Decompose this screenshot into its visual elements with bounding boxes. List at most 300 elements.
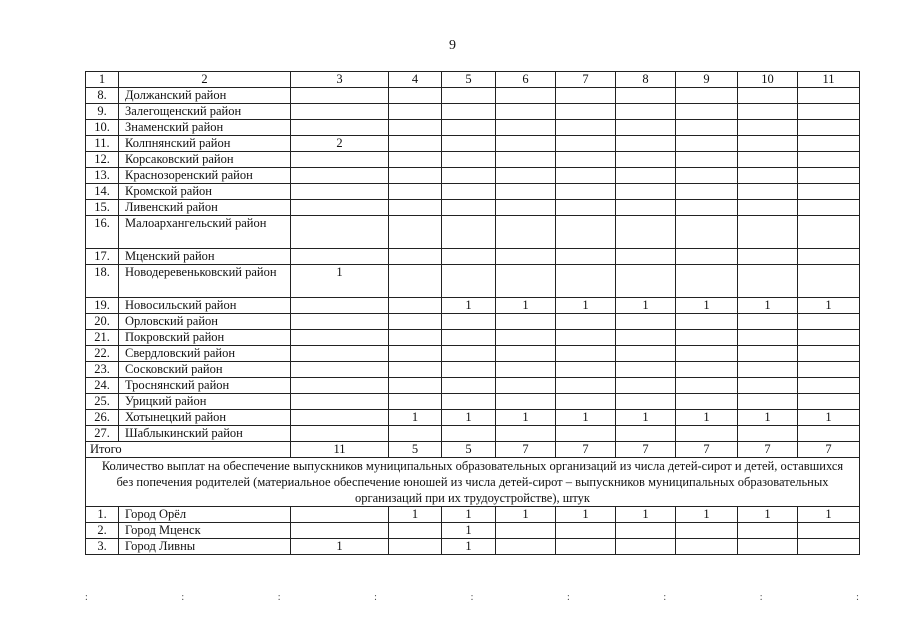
row-value: 1 <box>389 410 442 426</box>
row-value <box>496 314 556 330</box>
row-value <box>738 249 798 265</box>
row-value <box>738 394 798 410</box>
row-value <box>616 88 676 104</box>
row-value <box>616 314 676 330</box>
table-row <box>86 426 860 442</box>
row-value: 1 <box>556 410 616 426</box>
row-number: 11. <box>86 136 119 152</box>
row-name: Знаменский район <box>119 120 291 136</box>
row-value: 1 <box>616 410 676 426</box>
row-value <box>496 426 556 442</box>
row-value <box>291 88 389 104</box>
row-name: Малоархангельский район <box>119 216 291 249</box>
row-value <box>616 330 676 346</box>
table-row <box>86 314 860 330</box>
row-value <box>676 330 738 346</box>
row-value <box>496 152 556 168</box>
row-value <box>798 378 860 394</box>
row-value <box>616 265 676 298</box>
row-value <box>389 394 442 410</box>
row-value <box>616 523 676 539</box>
row-value <box>442 136 496 152</box>
row-value <box>738 346 798 362</box>
row-value <box>738 104 798 120</box>
row-value: 1 <box>798 298 860 314</box>
row-number: 27. <box>86 426 119 442</box>
column-header: 1 <box>86 72 119 88</box>
table-row <box>86 378 860 394</box>
row-value: 1 <box>738 410 798 426</box>
row-name: Новосильский район <box>119 298 291 314</box>
row-number: 8. <box>86 88 119 104</box>
row-value <box>798 346 860 362</box>
row-name: Ливенский район <box>119 200 291 216</box>
row-number: 20. <box>86 314 119 330</box>
row-value <box>556 265 616 298</box>
row-value: 1 <box>676 410 738 426</box>
row-value <box>389 330 442 346</box>
row-value <box>798 104 860 120</box>
row-name: Город Орёл <box>119 507 291 523</box>
row-value <box>496 88 556 104</box>
row-value <box>389 426 442 442</box>
total-value: 7 <box>798 442 860 458</box>
row-value <box>676 88 738 104</box>
row-value: 1 <box>798 410 860 426</box>
column-header: 3 <box>291 72 389 88</box>
row-value <box>291 426 389 442</box>
row-value <box>798 426 860 442</box>
table-row <box>86 523 860 539</box>
footer-mark: : <box>181 592 185 603</box>
row-value <box>389 200 442 216</box>
row-number: 18. <box>86 265 119 298</box>
row-value <box>496 330 556 346</box>
row-value <box>389 120 442 136</box>
row-value <box>291 314 389 330</box>
row-value <box>442 330 496 346</box>
row-value <box>616 104 676 120</box>
row-value <box>556 523 616 539</box>
row-value <box>389 539 442 555</box>
row-value: 1 <box>291 539 389 555</box>
row-value <box>616 539 676 555</box>
table-row <box>86 168 860 184</box>
row-value <box>798 200 860 216</box>
row-value <box>616 378 676 394</box>
table-row <box>86 394 860 410</box>
row-name: Кромской район <box>119 184 291 200</box>
section-note-row <box>86 458 860 507</box>
row-value <box>616 184 676 200</box>
row-number: 13. <box>86 168 119 184</box>
row-value: 1 <box>676 507 738 523</box>
row-value <box>738 314 798 330</box>
row-value <box>556 330 616 346</box>
row-value <box>556 152 616 168</box>
row-value <box>676 120 738 136</box>
row-value <box>798 394 860 410</box>
row-value <box>556 168 616 184</box>
column-header: 4 <box>389 72 442 88</box>
row-value <box>291 200 389 216</box>
row-value <box>496 200 556 216</box>
row-value: 1 <box>738 507 798 523</box>
row-value <box>442 200 496 216</box>
row-value: 1 <box>738 298 798 314</box>
row-value <box>442 152 496 168</box>
row-number: 15. <box>86 200 119 216</box>
total-value: 5 <box>442 442 496 458</box>
footer-mark: : <box>470 592 474 603</box>
table-row <box>86 216 860 249</box>
table-row <box>86 410 860 426</box>
row-value <box>676 168 738 184</box>
row-value <box>798 523 860 539</box>
row-value <box>676 523 738 539</box>
row-number: 10. <box>86 120 119 136</box>
row-value <box>291 507 389 523</box>
row-value <box>389 184 442 200</box>
footer-marks <box>85 592 859 603</box>
row-name: Новодеревеньковский район <box>119 265 291 298</box>
table-row <box>86 88 860 104</box>
total-row <box>86 442 860 458</box>
row-value <box>738 523 798 539</box>
row-value <box>798 539 860 555</box>
row-value: 1 <box>291 265 389 298</box>
row-name: Орловский район <box>119 314 291 330</box>
row-value <box>556 200 616 216</box>
row-number: 16. <box>86 216 119 249</box>
row-value <box>616 346 676 362</box>
total-value: 11 <box>291 442 389 458</box>
row-value <box>442 378 496 394</box>
row-name: Свердловский район <box>119 346 291 362</box>
row-number: 14. <box>86 184 119 200</box>
row-value: 2 <box>291 136 389 152</box>
row-name: Троснянский район <box>119 378 291 394</box>
total-label: Итого <box>86 442 291 458</box>
row-value <box>291 346 389 362</box>
table-row <box>86 249 860 265</box>
row-value <box>676 216 738 249</box>
total-value: 7 <box>738 442 798 458</box>
row-value <box>556 362 616 378</box>
row-value <box>616 168 676 184</box>
table-row <box>86 200 860 216</box>
column-header: 8 <box>616 72 676 88</box>
row-name: Мценский район <box>119 249 291 265</box>
row-value <box>556 426 616 442</box>
row-value <box>496 184 556 200</box>
row-value <box>389 362 442 378</box>
row-value <box>389 249 442 265</box>
row-value <box>389 265 442 298</box>
row-number: 19. <box>86 298 119 314</box>
table-row <box>86 104 860 120</box>
row-value <box>738 200 798 216</box>
footer-mark: : <box>374 592 377 603</box>
row-value <box>798 330 860 346</box>
total-value: 5 <box>389 442 442 458</box>
row-value <box>291 120 389 136</box>
row-value <box>442 314 496 330</box>
table-row <box>86 120 860 136</box>
row-value <box>738 265 798 298</box>
row-value <box>496 265 556 298</box>
row-value <box>676 378 738 394</box>
row-value <box>556 88 616 104</box>
row-value <box>442 184 496 200</box>
row-value <box>676 346 738 362</box>
row-value <box>442 88 496 104</box>
column-header: 2 <box>119 72 291 88</box>
row-value <box>798 88 860 104</box>
total-value: 7 <box>616 442 676 458</box>
row-value <box>556 249 616 265</box>
row-value <box>496 394 556 410</box>
row-value <box>556 539 616 555</box>
row-value <box>291 168 389 184</box>
row-name: Сосковский район <box>119 362 291 378</box>
row-value <box>798 168 860 184</box>
row-value <box>389 523 442 539</box>
row-value <box>496 136 556 152</box>
row-value <box>738 378 798 394</box>
table-row <box>86 507 860 523</box>
row-value <box>291 362 389 378</box>
row-value <box>738 88 798 104</box>
row-value <box>616 152 676 168</box>
row-value <box>676 200 738 216</box>
row-value <box>616 200 676 216</box>
row-name: Колпнянский район <box>119 136 291 152</box>
row-value <box>496 523 556 539</box>
row-value <box>676 249 738 265</box>
total-value: 7 <box>556 442 616 458</box>
row-value <box>389 136 442 152</box>
row-number: 12. <box>86 152 119 168</box>
table-row <box>86 298 860 314</box>
row-value <box>616 136 676 152</box>
row-value <box>442 216 496 249</box>
row-value <box>442 265 496 298</box>
row-value <box>496 539 556 555</box>
row-value <box>798 216 860 249</box>
row-value <box>676 152 738 168</box>
row-name: Должанский район <box>119 88 291 104</box>
row-value: 1 <box>616 298 676 314</box>
row-value <box>291 184 389 200</box>
row-value: 1 <box>442 523 496 539</box>
row-value <box>389 346 442 362</box>
row-value: 1 <box>556 507 616 523</box>
row-value: 1 <box>496 507 556 523</box>
row-value <box>291 410 389 426</box>
row-value <box>291 216 389 249</box>
row-name: Корсаковский район <box>119 152 291 168</box>
row-value <box>556 136 616 152</box>
column-header: 11 <box>798 72 860 88</box>
row-name: Хотынецкий район <box>119 410 291 426</box>
row-number: 17. <box>86 249 119 265</box>
row-number: 25. <box>86 394 119 410</box>
table-row <box>86 184 860 200</box>
row-name: Краснозоренский район <box>119 168 291 184</box>
row-value <box>291 330 389 346</box>
row-value <box>798 362 860 378</box>
row-name: Урицкий район <box>119 394 291 410</box>
table-row <box>86 539 860 555</box>
row-value <box>738 120 798 136</box>
row-value <box>291 249 389 265</box>
row-value <box>496 120 556 136</box>
row-number: 24. <box>86 378 119 394</box>
row-value <box>389 152 442 168</box>
total-value: 7 <box>496 442 556 458</box>
row-value <box>556 184 616 200</box>
row-value <box>616 394 676 410</box>
row-value <box>389 104 442 120</box>
row-value <box>442 394 496 410</box>
row-value <box>798 120 860 136</box>
row-name: Залегощенский район <box>119 104 291 120</box>
row-value: 1 <box>556 298 616 314</box>
row-number: 1. <box>86 507 119 523</box>
row-value <box>496 249 556 265</box>
row-value <box>389 378 442 394</box>
row-value <box>442 249 496 265</box>
row-value <box>798 184 860 200</box>
row-value <box>496 104 556 120</box>
row-value <box>616 120 676 136</box>
row-value: 1 <box>616 507 676 523</box>
row-name: Покровский район <box>119 330 291 346</box>
row-value <box>616 216 676 249</box>
row-value <box>442 362 496 378</box>
row-value <box>442 168 496 184</box>
row-value: 1 <box>798 507 860 523</box>
row-value <box>738 216 798 249</box>
column-header: 9 <box>676 72 738 88</box>
table-row <box>86 136 860 152</box>
header-row <box>86 72 860 88</box>
row-value <box>676 104 738 120</box>
row-value <box>556 394 616 410</box>
column-header: 6 <box>496 72 556 88</box>
row-number: 3. <box>86 539 119 555</box>
row-value <box>676 265 738 298</box>
row-name: Город Мценск <box>119 523 291 539</box>
row-name: Шаблыкинский район <box>119 426 291 442</box>
row-value: 1 <box>496 410 556 426</box>
footer-mark: : <box>85 592 88 603</box>
row-value <box>496 362 556 378</box>
row-value <box>738 539 798 555</box>
table-row <box>86 362 860 378</box>
row-value: 1 <box>442 507 496 523</box>
footer-mark: : <box>277 592 281 603</box>
row-value <box>389 314 442 330</box>
row-number: 9. <box>86 104 119 120</box>
column-header: 5 <box>442 72 496 88</box>
row-number: 23. <box>86 362 119 378</box>
row-value: 1 <box>496 298 556 314</box>
row-value <box>676 426 738 442</box>
row-value <box>738 362 798 378</box>
row-value <box>389 216 442 249</box>
row-value: 1 <box>442 539 496 555</box>
row-value <box>798 152 860 168</box>
row-value <box>291 523 389 539</box>
row-value <box>616 362 676 378</box>
row-value <box>496 378 556 394</box>
row-value <box>442 346 496 362</box>
row-value: 1 <box>676 298 738 314</box>
row-value <box>738 426 798 442</box>
row-number: 21. <box>86 330 119 346</box>
row-value <box>738 136 798 152</box>
section-note: Количество выплат на обеспечение выпускников муниципальных образовательных организаций из числа детей-сирот и детей, оставшихся без попечения родителей (материальное обеспечение юношей из числа детей-сирот – выпускников муниципальных образовательных организаций при их трудоустройстве), штук <box>86 458 860 507</box>
row-value <box>738 184 798 200</box>
row-value <box>389 298 442 314</box>
table-row <box>86 330 860 346</box>
row-value <box>291 394 389 410</box>
row-value <box>496 346 556 362</box>
row-value <box>389 88 442 104</box>
footer-mark: : <box>663 592 667 603</box>
footer-mark: : <box>759 592 763 603</box>
row-value <box>738 168 798 184</box>
row-value <box>676 539 738 555</box>
row-value: 1 <box>442 410 496 426</box>
table-row <box>86 265 860 298</box>
row-value <box>676 362 738 378</box>
row-value <box>616 249 676 265</box>
row-number: 26. <box>86 410 119 426</box>
row-value <box>616 426 676 442</box>
page-number: 9 <box>449 38 456 53</box>
row-value <box>676 184 738 200</box>
row-value <box>556 314 616 330</box>
column-header: 7 <box>556 72 616 88</box>
row-value <box>676 136 738 152</box>
footer-mark: : <box>566 592 570 603</box>
row-value <box>442 120 496 136</box>
row-value <box>738 330 798 346</box>
row-value: 1 <box>389 507 442 523</box>
row-value <box>798 265 860 298</box>
row-value <box>738 152 798 168</box>
row-value <box>676 314 738 330</box>
row-value <box>556 104 616 120</box>
row-value: 1 <box>442 298 496 314</box>
table-row <box>86 346 860 362</box>
table-row <box>86 152 860 168</box>
row-value <box>556 346 616 362</box>
row-value <box>291 104 389 120</box>
row-value <box>496 216 556 249</box>
row-value <box>291 378 389 394</box>
column-header: 10 <box>738 72 798 88</box>
row-name: Город Ливны <box>119 539 291 555</box>
row-value <box>556 120 616 136</box>
row-value <box>676 394 738 410</box>
row-value <box>556 378 616 394</box>
row-value <box>442 104 496 120</box>
row-value <box>798 136 860 152</box>
